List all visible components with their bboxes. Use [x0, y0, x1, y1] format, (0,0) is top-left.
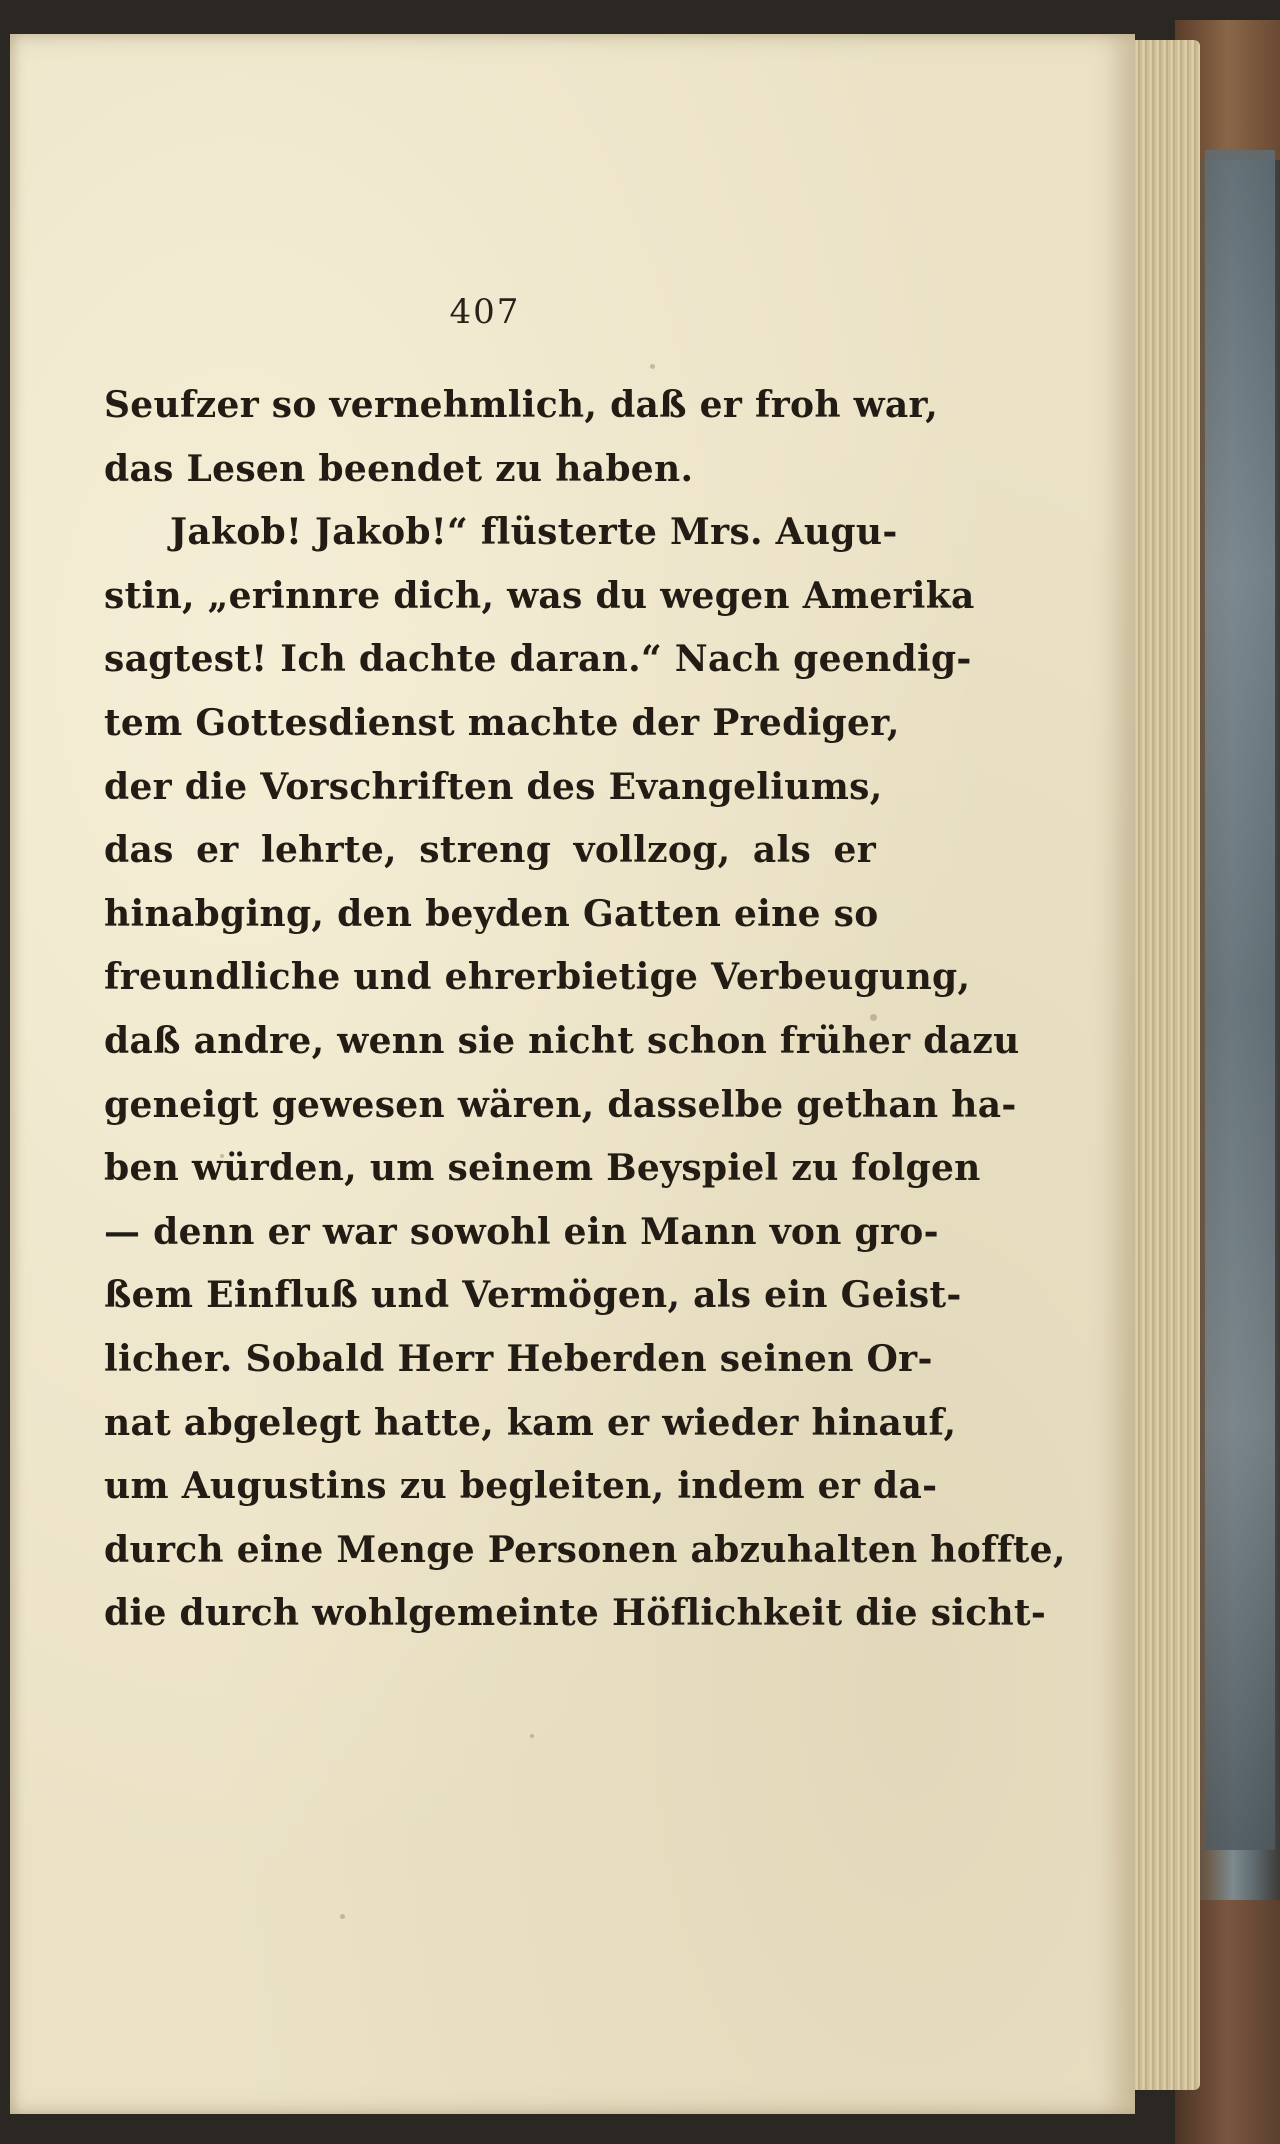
book-page [10, 34, 1135, 2114]
text-line: hinabging, den beyden Gatten eine so [104, 892, 879, 935]
text-line: tem Gottesdienst machte der Prediger, [104, 701, 900, 744]
body-text [104, 374, 1066, 1646]
text-line: das er lehrte, streng vollzog, als er [104, 829, 876, 872]
text-line: — denn er war sowohl ein Mann von gro- [104, 1210, 939, 1253]
text-line: ben würden, um seinem Beyspiel zu folgen [104, 1147, 981, 1190]
text-line: durch eine Menge Personen abzuhalten hoffte, [104, 1528, 1066, 1571]
text-line: freundliche und ehrerbietige Verbeugung, [104, 956, 971, 999]
paper-speck [340, 1914, 345, 1919]
text-line: geneigt gewesen wären, dasselbe gethan ha- [104, 1083, 1017, 1126]
text-line: die durch wohlgemeinte Höflichkeit die sicht- [104, 1592, 1047, 1635]
text-line: ßem Einfluß und Vermögen, als ein Geist- [104, 1274, 962, 1317]
text-line: stin, „erinnre dich, was du wegen Amerika [104, 574, 975, 617]
text-line: der die Vorschriften des Evangeliums, [104, 765, 883, 808]
text-line: licher. Sobald Herr Heberden seinen Or- [104, 1337, 933, 1380]
text-line: Jakob! Jakob!“ flüsterte Mrs. Augu- [170, 511, 898, 554]
paper-speck [650, 364, 655, 369]
text-line: sagtest! Ich dachte daran.“ Nach geendig- [104, 638, 972, 681]
text-line: um Augustins zu begleiten, indem er da- [104, 1465, 938, 1508]
paper-speck [530, 1734, 534, 1738]
cover-marbled-paper [1205, 150, 1275, 1850]
text-line: nat abgelegt hatte, kam er wieder hinauf, [104, 1401, 957, 1444]
text-line: daß andre, wenn sie nicht schon früher dazu [104, 1019, 1020, 1062]
text-line: das Lesen beendet zu haben. [104, 447, 694, 490]
text-line: Seufzer so vernehmlich, daß er froh war, [104, 384, 939, 426]
page-number: 407 [449, 292, 521, 332]
